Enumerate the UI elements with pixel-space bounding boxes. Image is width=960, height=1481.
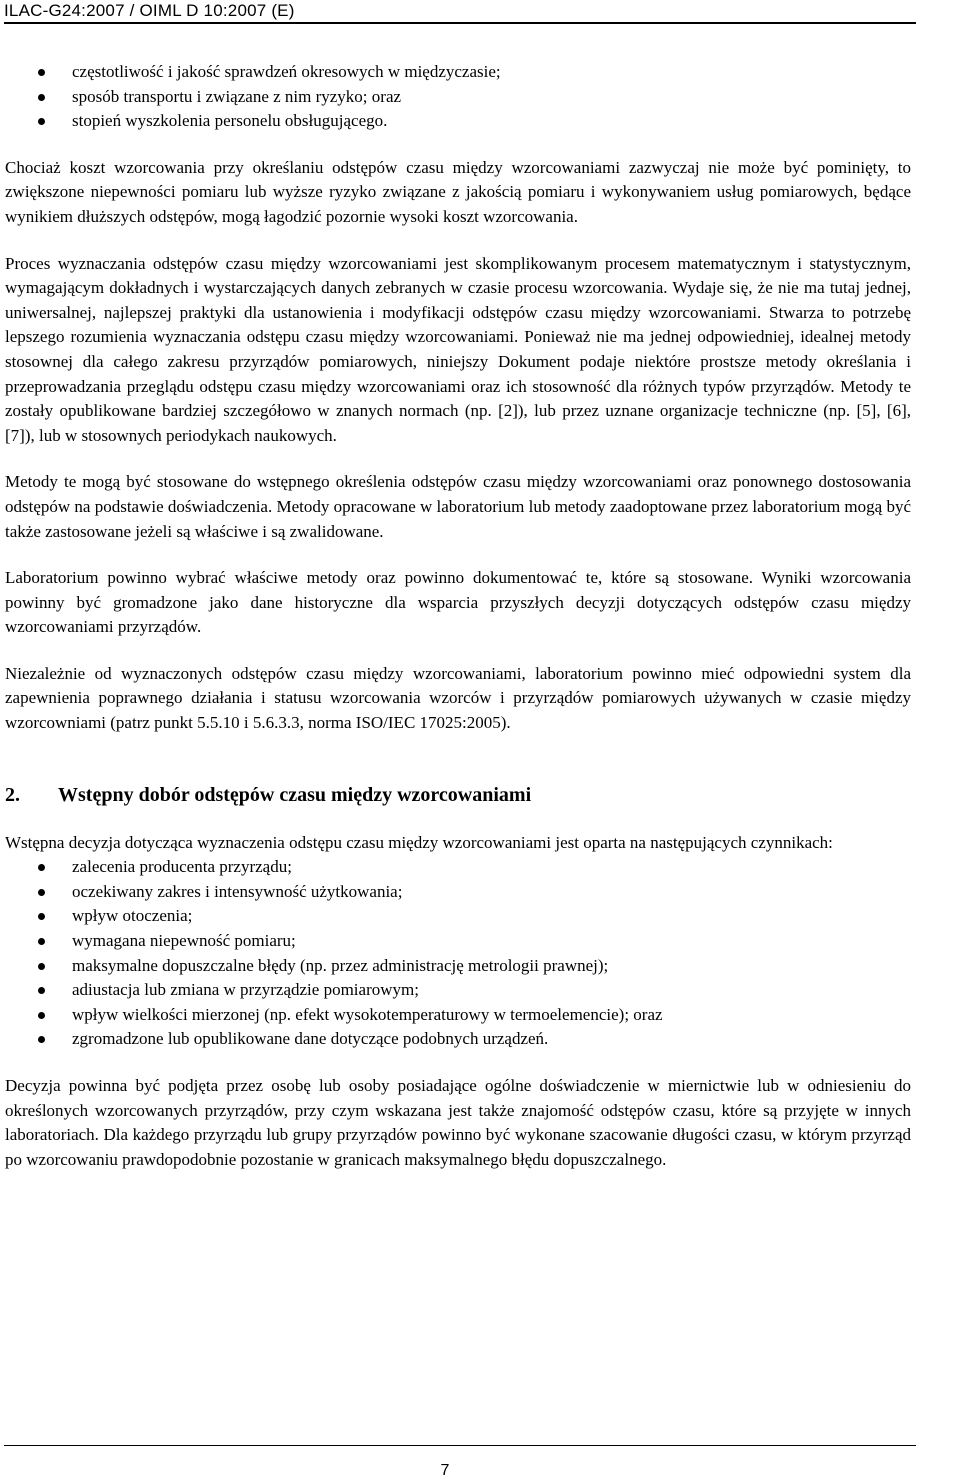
list-item-text: maksymalne dopuszczalne błędy (np. przez administrację metrologii prawnej); <box>72 955 609 975</box>
bullet-icon <box>38 1036 45 1043</box>
list-item <box>5 1003 911 1028</box>
list-item <box>5 880 911 905</box>
list-item <box>5 855 911 880</box>
header-title: ILAC-G24:2007 / OIML D 10:2007 (E) <box>4 1 295 20</box>
paragraph-decision-responsibility: Decyzja powinna być podjęta przez osobę lub osoby posiadające ogólne doświadczenie w miernictwie lub w odniesieniu do określonych wzorcowanych przyrządów, przy czym wskazana jest także znajomość odstępów czasu, które są przyjęte w innych laboratoriach. Dla każdego przyrządu lub grupy przyrządów powinno być wykonane szacowanie długości czasu, w którym przyrząd po wzorcowaniu prawdopodobnie pozostanie w granicach maksymalnego błędu dopuszczalnego. <box>5 1076 911 1169</box>
factor-bullet-list <box>5 855 911 1052</box>
bullet-icon <box>38 118 45 125</box>
list-item-text: zalecenia producenta przyrządu; <box>72 857 292 877</box>
paragraph-calibration-cost: Chociaż koszt wzorcowania przy określaniu odstępów czasu między wzorcowaniami zazwyczaj nie może być pominięty, to zwiększone niepewności pomiaru lub wyższe ryzyko związane z jakością pomiaru i wykonywaniem usług pomiarowych, będące wynikiem dłuższych odstępów, mogą łagodzić pozornie wysoki koszt wzorcowania. <box>5 157 911 226</box>
document-header <box>4 0 916 24</box>
list-item <box>5 85 911 110</box>
list-item <box>5 904 911 929</box>
list-item <box>5 109 911 134</box>
page-number: 7 <box>440 1462 450 1479</box>
bullet-icon <box>38 963 45 970</box>
list-item <box>5 978 911 1003</box>
paragraph-independent-system: Niezależnie od wyznaczonych odstępów czasu między wzorcowaniami, laboratorium powinno mieć odpowiedni system dla zapewnienia poprawnego działania i statusu wzorcowania wzorców i przyrządów pomiarowych używanych w czasie między wzorcowniami (patrz punkt 5.5.10 i 5.6.3.3, norma ISO/IEC 17025:2005). <box>5 663 911 733</box>
page-content <box>5 60 911 1172</box>
bullet-icon <box>38 987 45 994</box>
section-number: 2. <box>5 783 20 806</box>
paragraph-methods-usage: Metody te mogą być stosowane do wstępnego określenia odstępów czasu między wzorcowaniami oraz ponownego dostosowania odstępów na podstawie doświadczenia. Metody opracowane w laboratorium lub metody zaadoptowane przez laboratorium mogą być także zastosowane jeżeli są właściwe i są zwalidowane. <box>5 472 911 541</box>
list-item-text: oczekiwany zakres i intensywność użytkowania; <box>72 881 403 901</box>
list-item-text: częstotliwość i jakość sprawdzeń okresowych w międzyczasie; <box>72 62 501 81</box>
list-item <box>5 929 911 954</box>
bullet-icon <box>38 864 45 871</box>
bullet-icon <box>38 1012 45 1019</box>
bullet-icon <box>38 889 45 896</box>
paragraph-initial-decision: Wstępna decyzja dotycząca wyznaczenia odstępu czasu między wzorcowaniami jest oparta na następujących czynnikach: <box>5 832 833 852</box>
bullet-icon <box>38 938 45 945</box>
section-heading <box>5 782 911 808</box>
bullet-icon <box>38 913 45 920</box>
top-bullet-list <box>5 60 911 134</box>
list-item <box>5 60 911 85</box>
list-item-text: adiustacja lub zmiana w przyrządzie pomiarowym; <box>72 980 419 1000</box>
list-item-text: wpływ wielkości mierzonej (np. efekt wysokotemperaturowy w termoelemencie); oraz <box>72 1004 663 1024</box>
bullet-icon <box>38 69 45 76</box>
section-title: Wstępny dobór odstępów czasu między wzorcowaniami <box>58 783 532 806</box>
list-item-text: zgromadzone lub opublikowane dane dotyczące podobnych urządzeń. <box>72 1029 549 1049</box>
footer-divider <box>4 1445 916 1446</box>
list-item-text: sposób transportu i związane z nim ryzyko; oraz <box>72 86 402 106</box>
list-item-text: wpływ otoczenia; <box>72 906 193 926</box>
list-item <box>5 954 911 979</box>
list-item-text: wymagana niepewność pomiaru; <box>72 931 296 951</box>
paragraph-laboratory-methods: Laboratorium powinno wybrać właściwe metody oraz powinno dokumentować te, które są stosowane. Wyniki wzorcowania powinny być gromadzone jako dane historyczne dla wsparcia przyszłych decyzji dotyczących odstępów czasu między wzorcowaniami przyrządów. <box>5 568 911 637</box>
list-item <box>5 1027 911 1052</box>
paragraph-interval-process: Proces wyznaczania odstępów czasu między wzorcowaniami jest skomplikowanym procesem matematycznym i statystycznym, wymagającym dokładnych i wystarczających danych zebranych w czasie procesu wzorcowania. Wydaje się, że nie ma tutaj jednej, uniwersalnej, najlepszej praktyki dla ustanowienia i modyfikacji odstępów czasu między wzorcowaniami. Stwarza to potrzebę lepszego rozumienia wyznaczania odstępu czasu między wzorcowaniami. Ponieważ nie ma jednej odpowiedniej, idealnej metody stosownej dla całego zakresu przyrządów pomiarowych, niniejszy Dokument podaje niektóre prostsze metody określania i przeprowadzania przeglądu odstępu czasu między wzorcowaniami oraz ich stosowność dla różnych typów przyrządów. Metody te zostały opublikowane bardziej szczegółowo w znanych normach (np. [2]), lub przez uznane organizacje techniczne (np. [5], [6], [7]), lub w stosownych periodykach naukowych. <box>5 253 911 445</box>
bullet-icon <box>38 94 45 101</box>
list-item-text: stopień wyszkolenia personelu obsługującego. <box>72 111 388 131</box>
